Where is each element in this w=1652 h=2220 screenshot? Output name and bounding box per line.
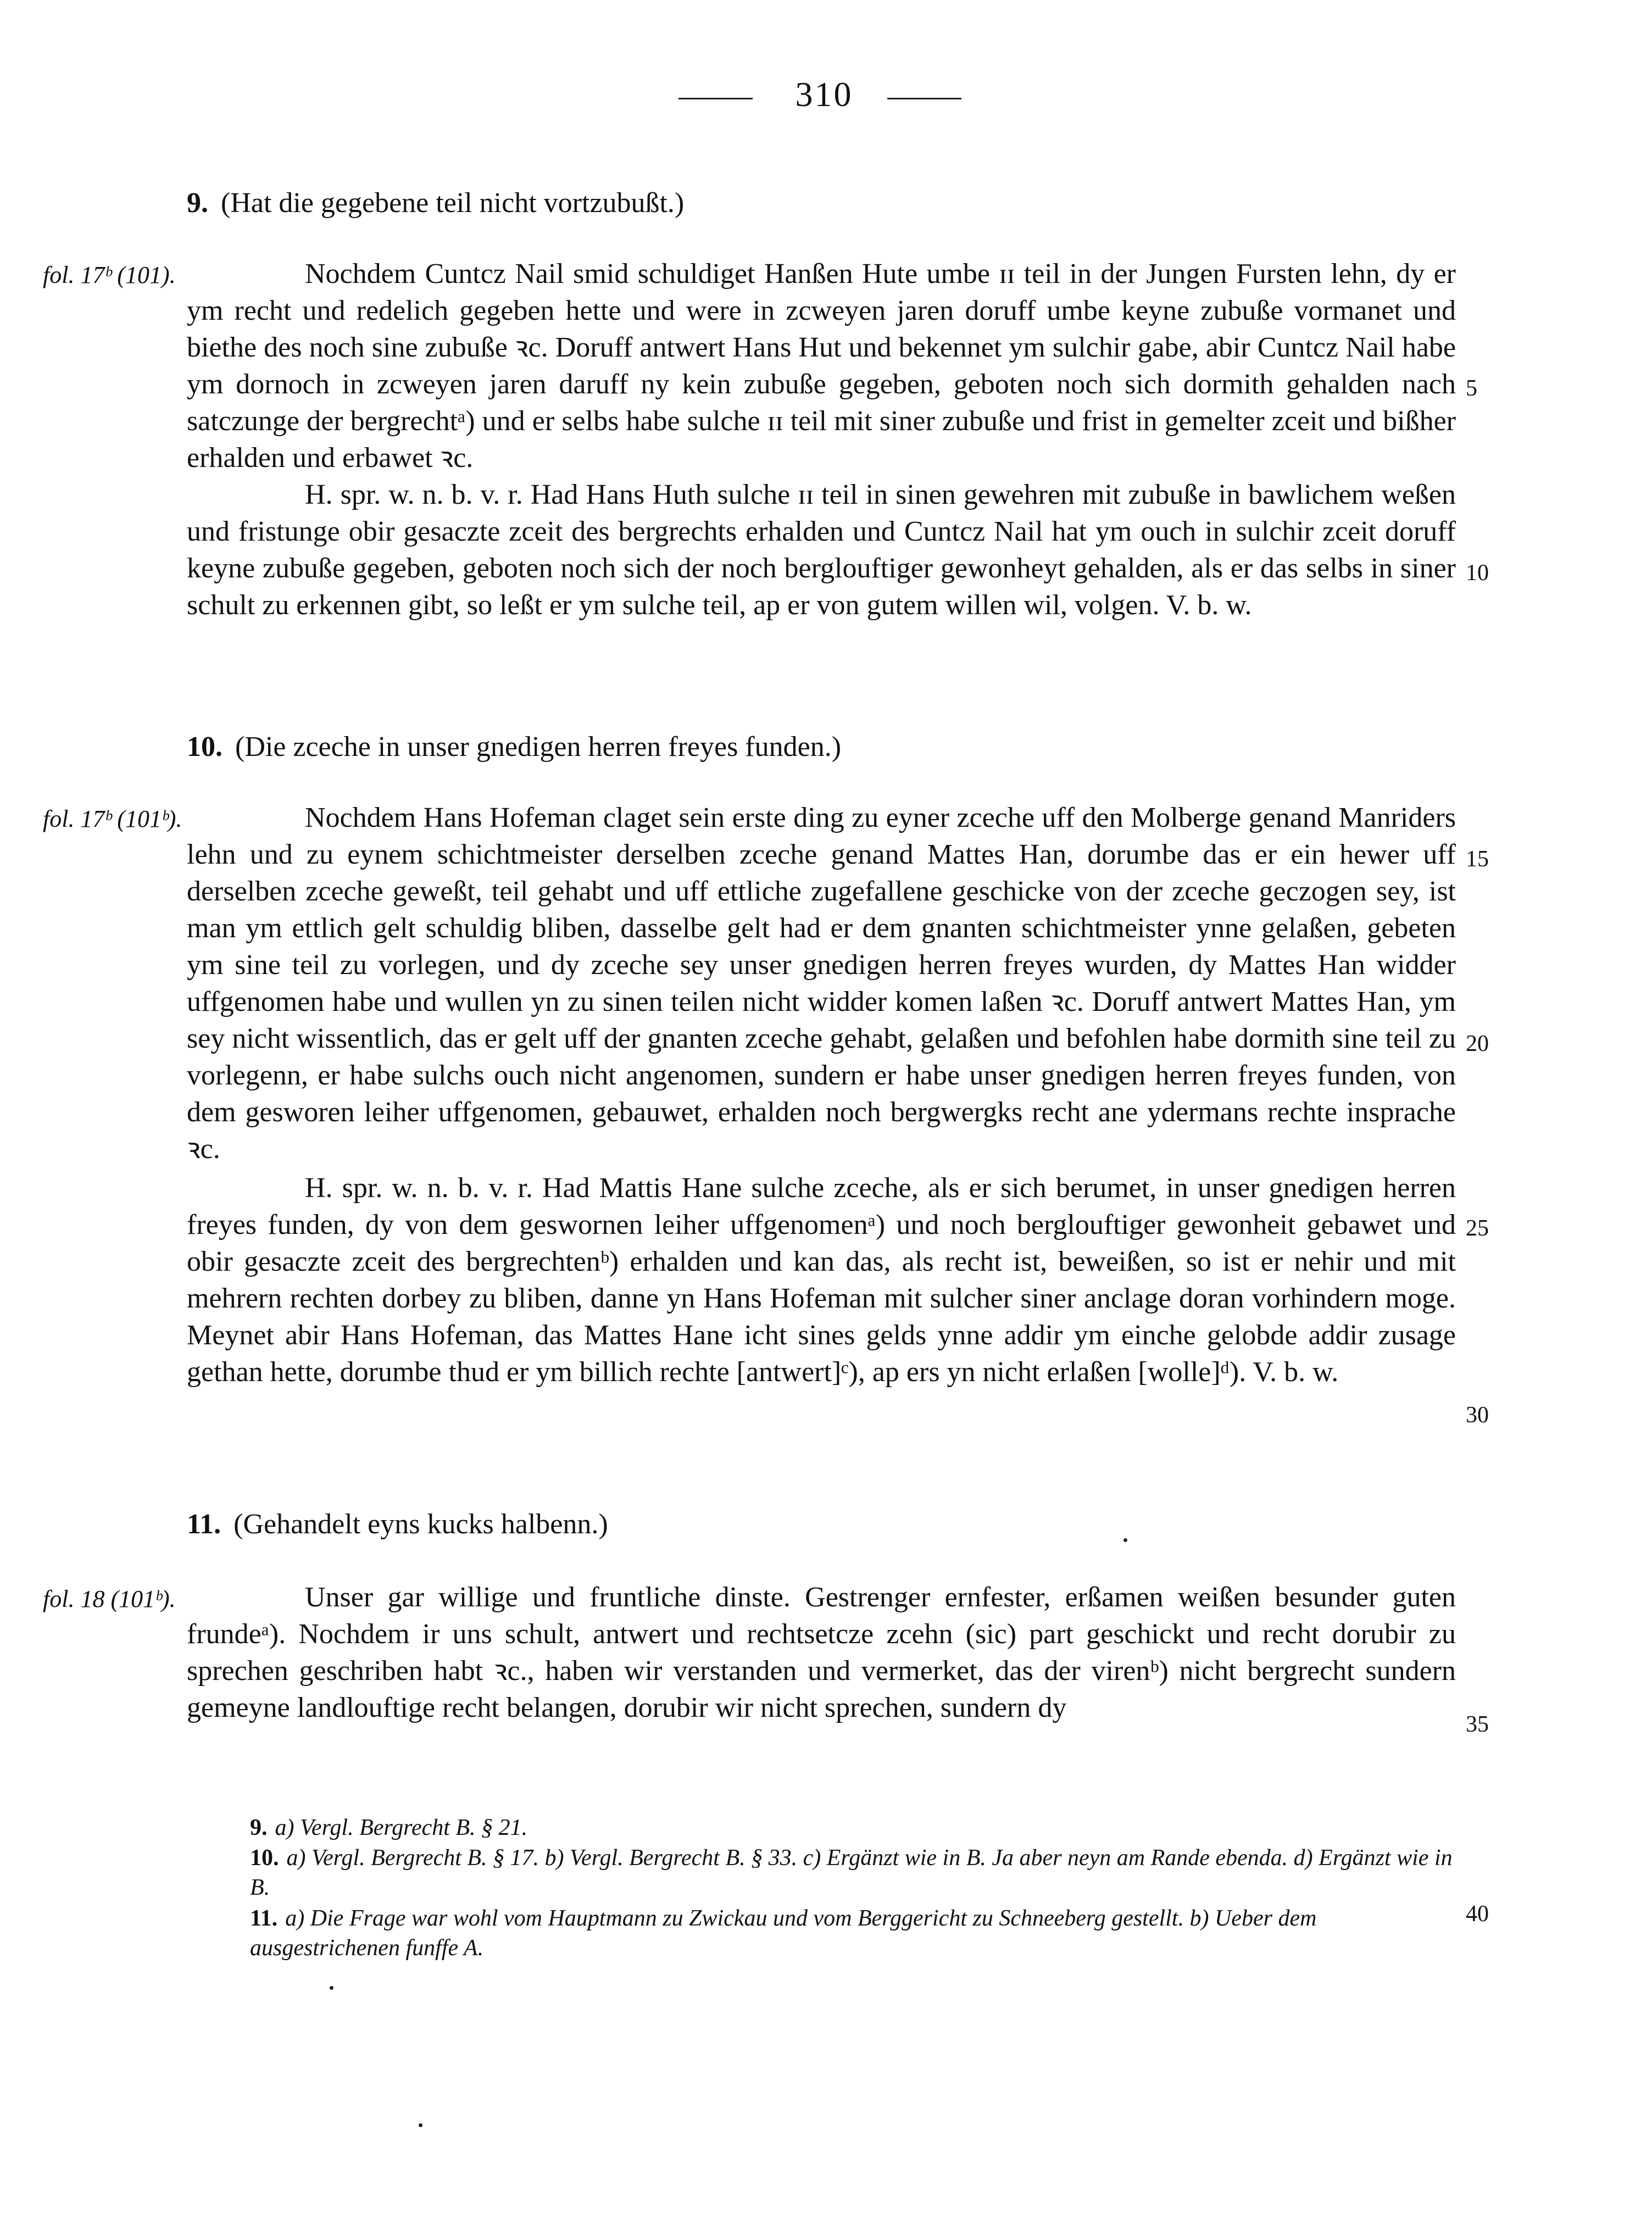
line-number: 30 — [1466, 1403, 1489, 1428]
margin-note-11: fol. 18 (101ᵇ). — [43, 1585, 176, 1612]
section-number: 11. — [187, 1509, 221, 1540]
section-title: (Hat die gegebene teil nicht vortzubußt.) — [221, 187, 685, 219]
section-number: 9. — [187, 187, 208, 219]
print-speck — [419, 2123, 422, 2127]
section-number: 10. — [187, 731, 223, 763]
footnote-9 — [250, 1813, 1459, 1843]
line-number: 10 — [1466, 560, 1489, 586]
margin-note-10: fol. 17ᵇ (101ᵇ). — [43, 805, 182, 832]
section-10-paragraph-1 — [187, 799, 1456, 1167]
page-number: 310 — [795, 75, 853, 114]
footnote-text: a) Vergl. Bergrecht B. § 21. — [275, 1815, 528, 1840]
paragraph-text: Unser gar willige und fruntliche dinste. Gestrenger ernfester, erßamen weißen besunder guten frundeᵃ). Nochdem ir uns schult, antwert und rechtsetcze zcehn (sic) part geschickt und recht dorubir zu sprechen geschriben habt ꝛc., haben wir verstanden und vermerket, das der virenᵇ) nicht bergrecht sundern gemeyne landlouftige recht belangen, dorubir wir nicht sprechen, sundern dy — [187, 1582, 1456, 1723]
print-speck — [1123, 1538, 1127, 1542]
footnote-number: 11. — [250, 1906, 278, 1931]
print-speck — [330, 1986, 333, 1990]
section-10-paragraph-2 — [187, 1170, 1456, 1390]
header-rule-right — [887, 98, 961, 99]
section-heading-9 — [187, 187, 684, 219]
paragraph-text: H. spr. w. n. b. v. r. Had Hans Huth sulche ɪɪ teil in sinen gewehren mit zubuße in bawlichem weßen und fristunge obir gesaczte zceit des bergrechts erhalden und Cuntcz Nail hat ym ouch in sulchir zceit doruff keyne zubuße gegeben, geboten noch sich der noch berglouftiger gewonheyt gehalden, als er das selbs in siner schult zu erkennen gibt, so leßt er ym sulche teil, ap er von gutem willen wil, volgen. V. b. w. — [187, 479, 1456, 621]
paragraph-text: Nochdem Hans Hofeman claget sein erste ding zu eyner zceche uff den Molberge genand Manriders lehn und zu eynem schichtmeister derselben zceche genand Mattes Han, dorumbe das er ein hewer uff derselben zceche geweßt, teil gehabt und uff ettliche zugefallene geschicke von der zceche geczogen sey, ist man ym ettlich gelt schuldig bliben, dasselbe gelt had er dem gnanten schichtmeister ynne gelaßen, gebeten ym sine teil zu vorlegen, und dy zceche sey unser gnedigen herren freyes wurden, dy Mattes Han widder uffgenomen habe und wullen yn zu sinen teilen nicht widder komen laßen ꝛc. Doruff antwert Mattes Han, ym sey nicht wissentlich, das er gelt uff der gnanten zceche gehabt, gelaßen und befohlen habe dormith sine teil zu vorlegenn, er habe sulchs ouch nicht angenomen, sundern er habe unser gnedigen herren freyes funden, von dem gesworen leiher uffgenomen, gebauwet, erhalden noch bergwergks recht ane ydermans rechte insprache ꝛc. — [187, 802, 1456, 1165]
footnote-11 — [250, 1904, 1459, 1963]
line-number: 20 — [1466, 1031, 1489, 1056]
header-rule-left — [678, 98, 753, 99]
section-title: (Die zceche in unser gnedigen herren freyes funden.) — [235, 731, 842, 763]
margin-note-9: fol. 17ᵇ (101). — [43, 261, 176, 288]
footnote-text: a) Die Frage war wohl vom Hauptmann zu Zwickau und vom Berggericht zu Schneeberg gestellt. b) Ueber dem ausgestrichenen funffe A. — [250, 1906, 1317, 1961]
footnote-number: 10. — [250, 1845, 279, 1871]
line-number: 35 — [1466, 1712, 1489, 1737]
section-9-paragraph-1 — [187, 255, 1456, 476]
footnote-number: 9. — [250, 1815, 268, 1840]
line-number: 40 — [1466, 1901, 1489, 1927]
line-number: 5 — [1466, 376, 1477, 401]
footnote-text: a) Vergl. Bergrecht B. § 17. b) Vergl. Bergrecht B. § 33. c) Ergänzt wie in B. Ja aber neyn am Rande ebenda. d) Ergänzt wie in B. — [250, 1845, 1453, 1900]
footnote-10 — [250, 1843, 1459, 1902]
line-number: 15 — [1466, 847, 1489, 872]
paragraph-text: Nochdem Cuntcz Nail smid schuldiget Hanßen Hute umbe ɪɪ teil in der Jungen Fursten lehn, dy er ym recht und redelich gegeben hette und were in zcweyen jaren doruff umbe keyne zubuße vormanet und biethe des noch sine zubuße ꝛc. Doruff antwert Hans Hut und bekennet ym sulchir gabe, abir Cuntcz Nail habe ym dornoch in zcweyen jaren daruff ny kein zubuße gegeben, geboten noch sich dormith gehalden nach satczunge der bergrechtᵃ) und er selbs habe sulche ɪɪ teil mit siner zubuße und frist in gemelter zceit und bißher erhalden und erbawet ꝛc. — [187, 258, 1456, 474]
section-11-paragraph-1 — [187, 1579, 1456, 1726]
line-number: 25 — [1466, 1216, 1489, 1241]
section-heading-10 — [187, 731, 841, 763]
section-title: (Gehandelt eyns kucks halbenn.) — [233, 1509, 608, 1540]
paragraph-text: H. spr. w. n. b. v. r. Had Mattis Hane sulche zceche, als er sich berumet, in unser gnedigen herren freyes funden, dy von dem geswornen leiher uffgenomenᵃ) und noch berglouftiger gewonheit gebawet und obir gesaczte zceit des bergrechtenᵇ) erhalden und kan das, als recht ist, beweißen, so ist er nehir und mit mehrern rechten dorbey zu bliben, danne yn Hans Hofeman mit sulcher siner anclage doran vorhindern moge. Meynet abir Hans Hofeman, das Mattes Hane icht sines gelds ynne addir ym einche gelobde addir zusage gethan hette, dorumbe thud er ym billich rechte [antwert]ᶜ), ap ers yn nicht erlaßen [wolle]ᵈ). V. b. w. — [187, 1172, 1456, 1388]
section-heading-11 — [187, 1508, 608, 1540]
section-9-paragraph-2 — [187, 476, 1456, 624]
